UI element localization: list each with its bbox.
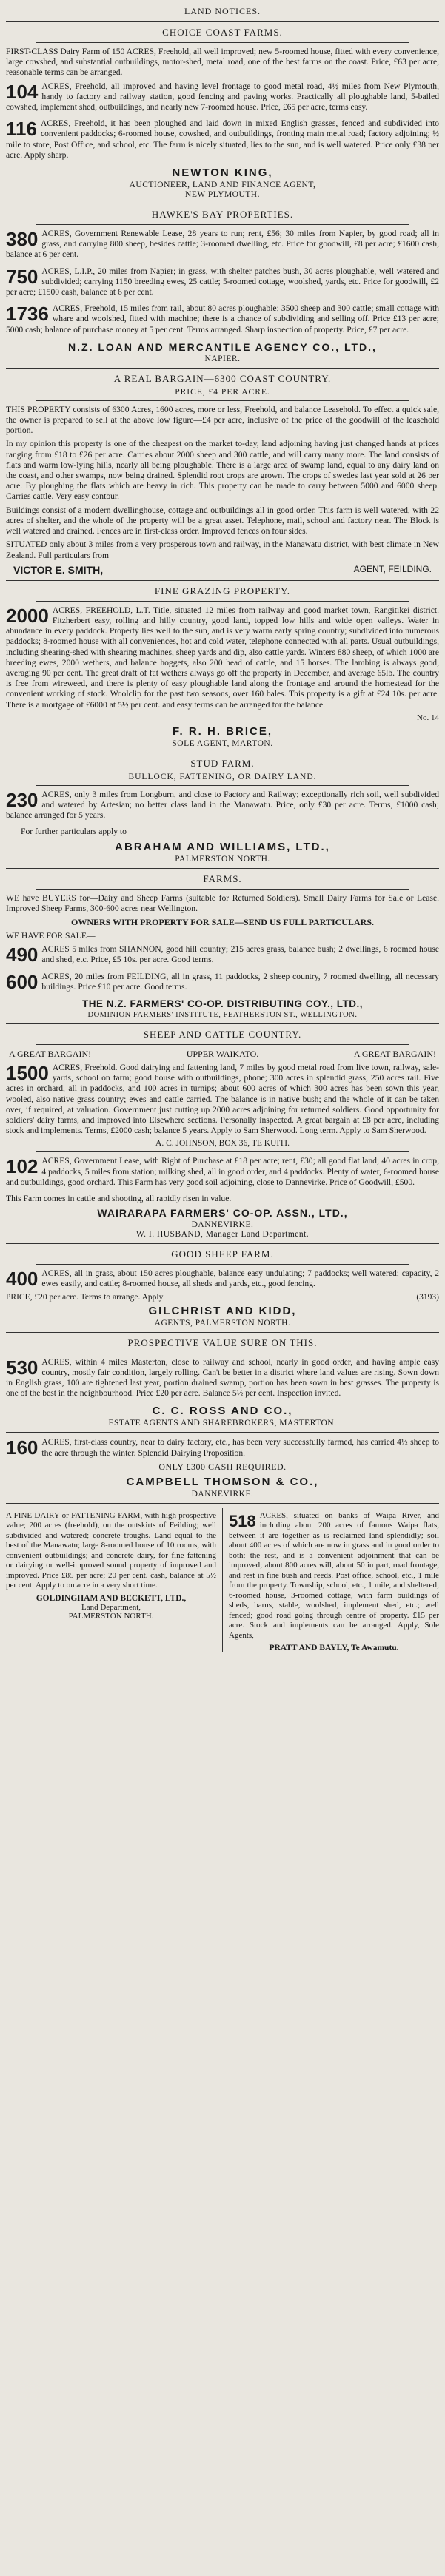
agent-line: PALMERSTON NORTH. xyxy=(68,1611,154,1621)
acreage: 2000 xyxy=(6,604,49,627)
farms-section xyxy=(6,873,439,1019)
divider xyxy=(36,42,409,43)
bargain-header xyxy=(9,1049,436,1060)
good-sheep-farm-section xyxy=(6,1248,439,1327)
real-bargain-section xyxy=(6,373,439,576)
agent-line: ESTATE AGENTS AND SHAREBROKERS, MASTERTON. xyxy=(108,1419,337,1428)
agent-name: GOLDINGHAM AND BECKETT, LTD., xyxy=(36,1593,187,1603)
agent-name: CAMPBELL THOMSON & CO., xyxy=(126,1475,319,1488)
section-heading: GOOD SHEEP FARM. xyxy=(171,1248,274,1260)
agent-line: DOMINION FARMERS' INSTITUTE, FEATHERSTON ST., WELLINGTON. xyxy=(87,1010,358,1019)
agent-name: C. C. ROSS AND CO., xyxy=(152,1405,293,1418)
acreage: 380 xyxy=(6,228,39,251)
listing-text: WE have BUYERS for—Dairy and Sheep Farms (suitable for Returned Soldiers). Small Dairy Farms for Sale or Lease. Improved Sheep Farms, 300-600 acres near Wellington. xyxy=(6,892,439,913)
divider xyxy=(6,1432,439,1433)
listing xyxy=(229,1511,439,1641)
divider xyxy=(6,868,439,869)
divider xyxy=(6,1332,439,1333)
agent-name: F. R. H. BRICE, xyxy=(172,724,272,738)
reference-number: (3193) xyxy=(416,1292,439,1302)
agent-name: N.Z. LOAN AND MERCANTILE AGENCY CO., LTD., xyxy=(68,340,377,353)
agent-line: NAPIER. xyxy=(204,354,241,363)
listing-text: ACRES, within 4 miles Masterton, close to railway and school, nearly in good order, and having ample easy country, mostly fair condition, largely rolling. Can't be better in a district where land values are rising. Sown down in English grass, 100 are tightened last year, portion drained swamp, portion has been sown in best grasses. The property is one of the best in the neighbourhood. Price £20 per acre. Balance 5½ per cent. Inspection invited. xyxy=(6,1356,439,1399)
cash-required: ONLY £300 CASH REQUIRED. xyxy=(158,1461,287,1472)
agent-name: THE N.Z. FARMERS' CO-OP. DISTRIBUTING COY., LTD., xyxy=(82,998,363,1009)
listing xyxy=(6,605,439,710)
listing xyxy=(6,81,439,113)
listing xyxy=(6,1063,439,1136)
listing xyxy=(6,303,439,335)
campbell-thomson-section xyxy=(6,1437,439,1498)
divider xyxy=(6,1503,439,1504)
listing xyxy=(6,1437,439,1458)
listing-text: ACRES, Government Renewable Lease, 28 years to run; rent, £56; 30 miles from Napier, by good road; all in grass, and carrying 800 sheep, besides cattle; 3-roomed dwelling, etc. Price for goodwill, £8 per acre; £1600 cash, balance at 6 per cent. xyxy=(6,229,439,260)
price-text: PRICE, £20 per acre. Terms to arrange. Apply xyxy=(6,1292,164,1302)
divider xyxy=(36,601,409,602)
divider xyxy=(36,1151,409,1152)
choice-coast-farms-section xyxy=(6,27,439,199)
listing-text: ACRES, Freehold, all improved and having level frontage to good metal road, 4½ miles from New Plymouth, handy to factory and railway station, good fencing and paving works. Practically all ploughable land, 5-bailed cowshed, implement shed, outbuildings, and nearly new 7-roomed house. Price, £65 per acre, terms easy. xyxy=(6,81,439,112)
section-subheading: BULLOCK, FATTENING, OR DAIRY LAND. xyxy=(128,772,317,781)
agent-name: GILCHRIST AND KIDD, xyxy=(148,1304,297,1317)
section-subheading: PRICE, £4 PER ACRE. xyxy=(175,387,270,397)
listing-text: ACRES, Freehold. Good dairying and fattening land, 7 miles by good metal road from live town, railway, sale-yards, school on farm; good house with outbuildings, phone; 300 acres in splendid grass, 250 acres rail. Five acres in orchard, all in paddocks, and 100 acres in turnips; about 600 acres of which 300 acres has been sown this year, wooled, also native grass country; ewes and cattle carried. The balance is in native bush; and the whole of it can be taken over, if required, at valuation. Government just cutting up 2000 acres adjoining for returned soldiers. Good opportunity for soldiers' dairy farms, and improved into Elsewhere sections. Personally inspected. A great bargain at £8 per acre, including stock and implements. Terms, £2000 cash; balance 5 years. Apply to Sam Sherwood. Long term. Apply to Sam Sherwood. xyxy=(6,1062,439,1136)
acreage: 600 xyxy=(6,970,39,993)
agent-name: WAIRARAPA FARMERS' CO-OP. ASSN., LTD., xyxy=(97,1207,348,1220)
listing-text: SITUATED only about 3 miles from a very prosperous town and railway, in the Manawatu district, with best climate in New Zealand. Full particulars from xyxy=(6,539,439,560)
agent-line: DANNEVIRKE. xyxy=(191,1489,254,1499)
bargain-center: UPPER WAIKATO. xyxy=(186,1048,259,1059)
agent-name: VICTOR E. SMITH, xyxy=(13,563,104,576)
divider xyxy=(6,1243,439,1244)
listing xyxy=(6,266,439,298)
bargain-left: A GREAT BARGAIN! xyxy=(9,1048,92,1059)
divider xyxy=(6,1023,439,1024)
listing-text: ACRES, Freehold, it has been ploughed and laid down in mixed English grasses, fenced and subdivided into convenient paddocks; 6-roomed house, cowshed, and outbuildings, fronting main metal road; factory adjoining; ½ mile to store, Post Office, and school, etc. The farm is nicely situated, lies to the sun, and is well watered. Price only £38 per acre. Apply sharp. xyxy=(6,118,439,160)
bottom-columns xyxy=(6,1508,439,1653)
section-heading: CHOICE COAST FARMS. xyxy=(162,27,283,38)
price-line xyxy=(6,1293,439,1302)
listing xyxy=(6,118,439,161)
acreage: 400 xyxy=(6,1268,39,1291)
acreage: 104 xyxy=(6,80,39,103)
listing-text: ACRES, only 3 miles from Longburn, and close to Factory and Railway; exceptionally rich soil, well subdivided and watered by Artesian; no better class land in the Manawatu. Price, only £30 per acre. Terms, £1000 cash; balance arranged for 5 years. xyxy=(6,789,439,821)
bargain-right: A GREAT BARGAIN! xyxy=(353,1048,436,1059)
agent-line: NEW PLYMOUTH. xyxy=(185,190,260,200)
listing xyxy=(6,944,439,965)
stud-farm-section xyxy=(6,758,439,864)
acreage: 160 xyxy=(6,1436,39,1459)
column-divider xyxy=(222,1508,223,1653)
listing-text: A FINE DAIRY or FATTENING FARM, with high prospective value; 200 acres (freehold), on the outskirts of Feilding; well subdivided and watered; concrete troughs. Land equal to the best of the Manawatu; large 8-roomed house of 10 rooms, with convenient outbuildings; and concrete dairy, for fine fattening or dairying or well-improved sound property of improved and improved. Price £85 per acre; 20 per cent. cash, balance at 5½ per cent. Apply to on acre in a very short time. xyxy=(6,1510,216,1590)
agent-role: SOLE AGENT, MARTON. xyxy=(172,739,273,748)
agent-role: AGENTS, PALMERSTON NORTH. xyxy=(154,1318,291,1328)
listing xyxy=(6,790,439,821)
section-heading: HAWKE'S BAY PROPERTIES. xyxy=(151,209,294,221)
section-heading: PROSPECTIVE VALUE SURE ON THIS. xyxy=(127,1336,318,1348)
listing-text: ACRES, situated on banks of Waipa River, and including about 200 acres of famous Waipa flats, between it are together as is reclaimed land splendidly; soil about 400 acres of which are now in grass and in good order to both; the rest, and is a convenient adjoinment that can be improved; about 800 acres will, about 50 in part, road frontage, and rest in fine bush and reeds. Post office, school, etc., 1 mile from the property. Township, school, etc., 1 mile, and sheltered; 6-roomed house, 3-roomed cottage, with farm buildings of sheds, barns, stable, woolshed, implement shed, etc.; well fenced; good road going through centre of property. £15 per acre. Stock and implements can be arranged. Apply, Sole Agents, xyxy=(229,1510,439,1640)
listing-text: ACRES 5 miles from SHANNON, good hill country; 215 acres grass, balance bush; 2 dwellings, 6 roomed house and shed, etc. Price, £5 10s. per acre. Good terms. xyxy=(41,944,439,965)
divider xyxy=(36,1264,409,1265)
divider xyxy=(36,400,409,401)
acreage: 116 xyxy=(6,118,37,141)
listing xyxy=(6,1268,439,1289)
acreage: 530 xyxy=(6,1356,39,1379)
listing-text: ACRES, 20 miles from FEILDING, all in grass, 11 paddocks, 2 sheep country, 7 roomed dwelling, all necessary buildings. Price £10 per acre. Good terms. xyxy=(41,971,439,992)
listing-text: ACRES, all in grass, about 150 acres ploughable, balance easy undulating; 7 paddocks; well watered; capacity, 2 ewes easily, and cattle; 8-roomed house, all sheds and yards, etc., good fencing. xyxy=(41,1268,439,1289)
listing-text: Buildings consist of a modern dwellinghouse, cottage and outbuildings all in good order. This farm is well watered, with 22 acres of shelter, and the whole of the property will be a great asset. Telephone, mail, school and factory near. The Block is well watered and drained. Fences are in first-class order. Improved fences on four sides. xyxy=(6,505,439,537)
acreage: 1736 xyxy=(6,303,49,326)
agent-name: ABRAHAM AND WILLIAMS, LTD., xyxy=(115,840,330,853)
listing-text: ACRES, L.I.P., 20 miles from Napier; in grass, with shelter patches bush, 30 acres ploughable, well watered and subdivided; carrying 1150 breeding ewes, 25 cattle; 5-roomed cottage, woolshed, yards, etc. Price for goodwill, £2 per acre; £1500 cash, balance at 6 per cent. xyxy=(6,266,439,297)
sheep-cattle-section xyxy=(6,1029,439,1239)
acreage: 750 xyxy=(6,265,39,288)
listing-text: ACRES, FREEHOLD, L.T. Title, situated 12 miles from railway and good market town, Rangitikei district. Fitzherbert easy, rolling and hilly country, good land, topped low hills and wide open valleys. Water in abundance in every paddock. Property lies well to the sun, and is very warm early spring country; subdivided into numerous paddocks; 8-roomed house with all conveniences, hot and cold water, telephone connected with all parts. Usual outbuildings, including shearing-shed with shearing machines, sheep yards and dip, also cattle yards. Winters 880 sheep, of which 1000 are breeding ewes, 2000 wethers, and balance hoggets, also 200 head of cattle, and 15 horses. The lambing is always good, averaging 90 per cent. The great draft of fat wethers always go off the property in December, and average 65lb. The country is free from wireweed, and there is plenty of easy ploughable land along the frontage and around the homestead for the convenient working of stock. Woolclip for the past two seasons, over 160 bales. This property is a gift at £24 10s. per acre. There is a mortgage of £6000 at 5½ per cent. and easy terms can be arranged for the balance. xyxy=(6,605,439,710)
agent-line: W. I. HUSBAND, Manager Land Department. xyxy=(135,1230,310,1240)
section-heading: STUD FARM. xyxy=(190,757,255,769)
agent-line: A. C. JOHNSON, BOX 36, TE KUITI. xyxy=(155,1139,290,1149)
listing-text: ACRES, Government Lease, with Right of Purchase at £18 per acre; rent, £30; all good flat land; 40 acres in crop, 4 paddocks, 5 miles from station; milking shed, all in good order, and 4 paddocks. Plenty of water, 6-roomed house and outbuildings, good orchard. This Farm has very good soil adjoining, close to Dannevirke. Price of Goodwill, £500. xyxy=(6,1156,439,1187)
agent-name: NEWTON KING, xyxy=(172,167,273,180)
divider xyxy=(36,785,409,786)
acreage: 518 xyxy=(229,1511,256,1530)
listing xyxy=(6,1156,439,1188)
divider xyxy=(6,21,439,22)
agent-block xyxy=(13,564,432,576)
section-heading: A REAL BARGAIN—6300 COAST COUNTRY. xyxy=(113,372,332,384)
agent-role: PALMERSTON NORTH. xyxy=(175,854,270,864)
fine-grazing-section xyxy=(6,585,439,748)
acreage: 102 xyxy=(6,1155,39,1178)
divider xyxy=(6,368,439,369)
left-column xyxy=(6,1508,216,1653)
listing-text: ACRES, Freehold, 15 miles from rail, about 80 acres ploughable; 3500 sheep and 300 cattle; small cottage with whare and woolshed, fitted with machine; there is a chance of subdividing and selling off. Price £13 per acre; 5000 cash; balance of purchase money at 5 per cent. Terms arranged. Sharp inspection of property. Price, £7 per acre. xyxy=(6,303,439,334)
reference-number: No. 14 xyxy=(417,713,439,722)
acreage: 490 xyxy=(6,944,39,966)
listing-text: FIRST-CLASS Dairy Farm of 150 ACRES, Freehold, all well improved; new 5-roomed house, fitted with every convenience, large cowshed, and substantial outbuildings, motor-shed, metal road, one of the best farms on the coast. Price, £63 per acre, reasonable terms can be arranged. xyxy=(6,47,439,78)
listing-text: This Farm comes in cattle and shooting, all rapidly risen in value. xyxy=(6,1194,232,1203)
hawkes-bay-section xyxy=(6,209,439,363)
agent-role: AGENT, FEILDING. xyxy=(353,563,432,574)
section-heading: SHEEP AND CATTLE COUNTRY. xyxy=(143,1028,302,1040)
divider xyxy=(36,224,409,225)
section-heading: FARMS. xyxy=(203,872,242,884)
agent-line: Land Department, xyxy=(81,1602,141,1612)
agent-line: AUCTIONEER, LAND AND FINANCE AGENT, xyxy=(129,181,316,190)
agent-name: PRATT AND BAYLY, Te Awamutu. xyxy=(269,1644,399,1653)
agent-line: DANNEVIRKE. xyxy=(191,1220,254,1230)
listing xyxy=(6,1357,439,1399)
prospective-value-section xyxy=(6,1337,439,1428)
acreage: 1500 xyxy=(6,1061,49,1084)
listing xyxy=(6,972,439,992)
acreage: 230 xyxy=(6,788,39,811)
right-column xyxy=(229,1508,439,1653)
divider xyxy=(36,1044,409,1045)
listing-text: THIS PROPERTY consists of 6300 Acres, 1600 acres, more or less, Freehold, and balance Leasehold. To effect a quick sale, the owner is prepared to sell at the above low figure—£4 per acre, inclusive of the price of the goodwill of the leasehold portion. xyxy=(6,404,439,436)
divider xyxy=(36,889,409,890)
section-heading: FINE GRAZING PROPERTY. xyxy=(154,585,291,596)
section-title: LAND NOTICES. xyxy=(184,6,261,16)
owners-notice: OWNERS WITH PROPERTY FOR SALE—SEND US FULL PARTICULARS. xyxy=(70,916,374,927)
listing-text: In my opinion this property is one of the cheapest on the market to-day, land adjoining having just changed hands at prices ranging from £18 to £26 per acre. Carries about 2000 sheep and 300 cattle, and will carry many more. The land consists of flats and warm low-lying hills, nearly all being ploughable. There is a large area of swamp land, equal to any dairy land on the coast, and other swamps, now being drained. Splendid root crops are grown. The crops of swedes last year sold at 26 per acre. By ploughing the flats which are heavy in rich. This property can be made to carry between 5000 and 6000 sheep. Carries cattle. Very easy contour. xyxy=(6,439,439,502)
divider xyxy=(6,580,439,581)
listing-text: For further particulars apply to xyxy=(21,827,127,837)
listing xyxy=(6,229,439,260)
listing-text: WE HAVE FOR SALE— xyxy=(6,930,96,941)
listing-text: ACRES, first-class country, near to dairy factory, etc., has been very successfully farmed, has carried 4½ sheep to the acre through the winter. Splendid Dairying Proposition. xyxy=(41,1437,439,1458)
